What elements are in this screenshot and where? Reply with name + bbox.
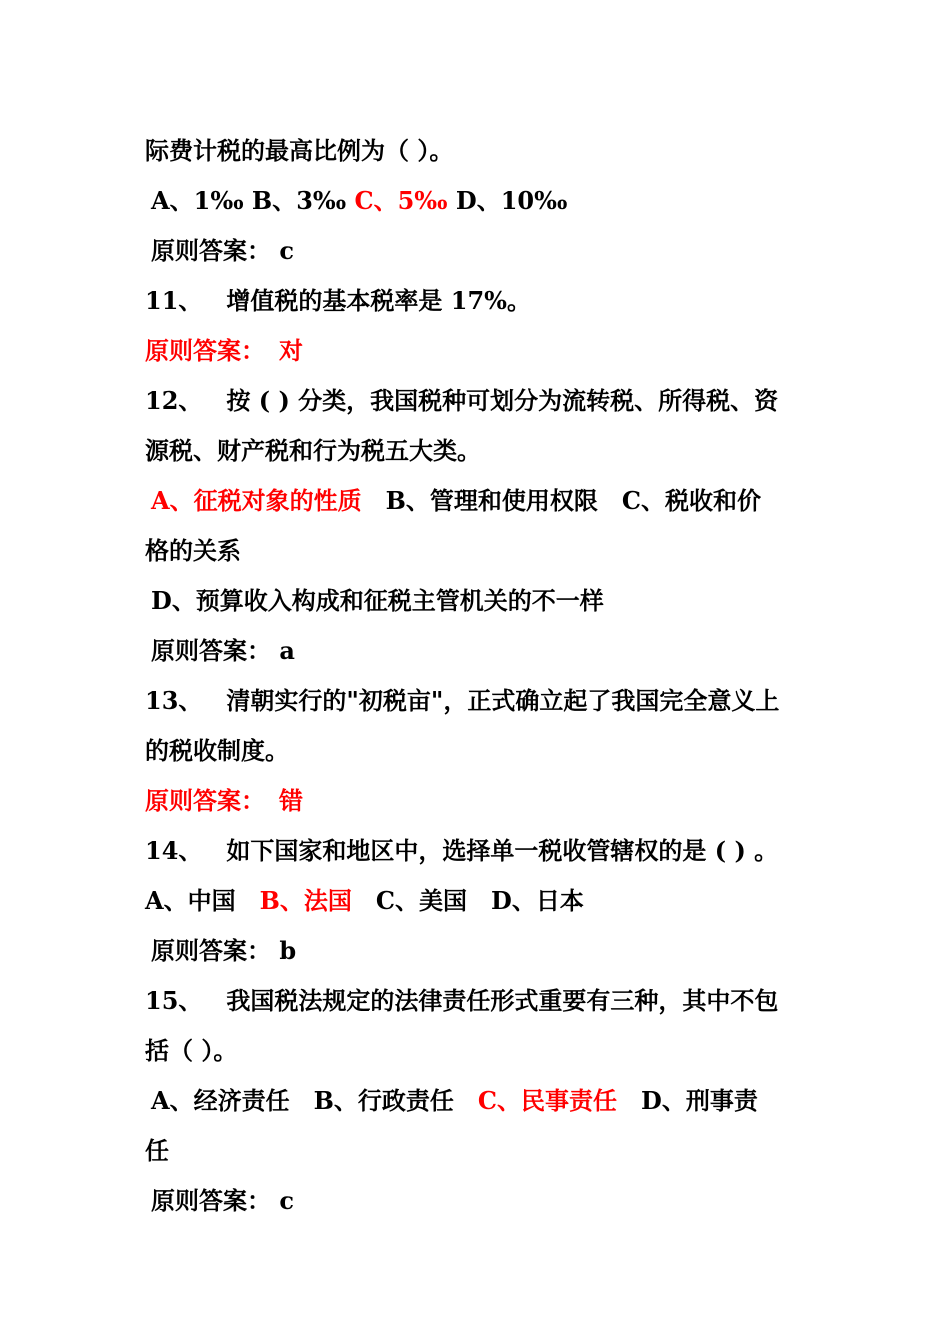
q10-option-b: B、3‰ [251, 186, 347, 215]
q12-stem [145, 376, 815, 426]
q10-stem-text: 际费计税的最高比例为（ ）。 [145, 136, 454, 165]
q14-stem-text: 如下国家和地区中，选择单一税收管辖权的是 ( ) 。 [226, 836, 779, 865]
q14-option-a: A、中国 [145, 886, 236, 915]
q14-stem [145, 826, 815, 876]
q13-stem-text-2: 的税收制度。 [145, 736, 289, 765]
document-page [145, 126, 815, 1226]
q11-stem [145, 276, 815, 326]
q11-answer [145, 326, 815, 376]
q12-stem-text: 按 ( ) 分类，我国税种可划分为流转税、所得税、资 [226, 386, 779, 415]
q12-option-a: A、征税对象的性质 [151, 486, 362, 515]
answer-label: 原则答案： [151, 936, 271, 965]
q11-number: 11、 [145, 286, 203, 315]
q12-answer [145, 626, 815, 676]
q14-option-d: D、日本 [491, 886, 584, 915]
q15-options [145, 1076, 815, 1126]
q10-option-c: C、5‰ [354, 186, 448, 215]
q15-stem-cont [145, 1026, 815, 1076]
q14-option-c: C、美国 [375, 886, 468, 915]
answer-label: 原则答案： [151, 636, 271, 665]
answer-value: c [279, 1186, 294, 1215]
q13-number: 13、 [145, 686, 203, 715]
q15-stem [145, 976, 815, 1026]
answer-value: 对 [279, 336, 303, 365]
answer-label: 原则答案： [145, 786, 265, 815]
q10-option-a: A、1‰ [151, 186, 244, 215]
q14-answer [145, 926, 815, 976]
q14-number: 14、 [145, 836, 203, 865]
q15-option-d-cont: 任 [145, 1136, 169, 1165]
q15-options-cont [145, 1126, 815, 1176]
q14-option-b: B、法国 [259, 886, 352, 915]
q15-stem-text: 我国税法规定的法律责任形式重要有三种，其中不包 [226, 986, 779, 1015]
q10-stem-cont [145, 126, 815, 176]
q12-stem-text-2: 源税、财产税和行为税五大类。 [145, 436, 481, 465]
answer-label: 原则答案： [145, 336, 265, 365]
q12-options-cont [145, 526, 815, 576]
q15-stem-text-2: 括（ ）。 [145, 1036, 238, 1065]
q15-option-a: A、经济责任 [151, 1086, 290, 1115]
q15-option-d: D、刑事责 [641, 1086, 758, 1115]
q10-option-d: D、10‰ [455, 186, 568, 215]
q13-answer [145, 776, 815, 826]
q10-answer [145, 226, 815, 276]
q12-option-d-line [145, 576, 815, 626]
answer-value: c [279, 236, 294, 265]
q12-option-c-cont: 格的关系 [145, 536, 241, 565]
q13-stem-cont [145, 726, 815, 776]
answer-value: 错 [279, 786, 303, 815]
q13-stem [145, 676, 815, 726]
q10-options [145, 176, 815, 226]
q12-option-b: B、管理和使用权限 [385, 486, 598, 515]
q12-options [145, 476, 815, 526]
q12-option-c: C、税收和价 [621, 486, 762, 515]
q13-stem-text: 清朝实行的"初税亩"，正式确立起了我国完全意义上 [226, 686, 780, 715]
answer-value: b [279, 936, 297, 965]
q15-answer [145, 1176, 815, 1226]
q12-stem-cont [145, 426, 815, 476]
q15-option-c: C、民事责任 [477, 1086, 618, 1115]
answer-value: a [279, 636, 295, 665]
q12-number: 12、 [145, 386, 203, 415]
answer-label: 原则答案： [151, 1186, 271, 1215]
q14-options [145, 876, 815, 926]
q15-option-b: B、行政责任 [313, 1086, 454, 1115]
q12-option-d: D、预算收入构成和征税主管机关的不一样 [151, 586, 604, 615]
q11-stem-text: 增值税的基本税率是 17%。 [226, 286, 531, 315]
answer-label: 原则答案： [151, 236, 271, 265]
q15-number: 15、 [145, 986, 203, 1015]
